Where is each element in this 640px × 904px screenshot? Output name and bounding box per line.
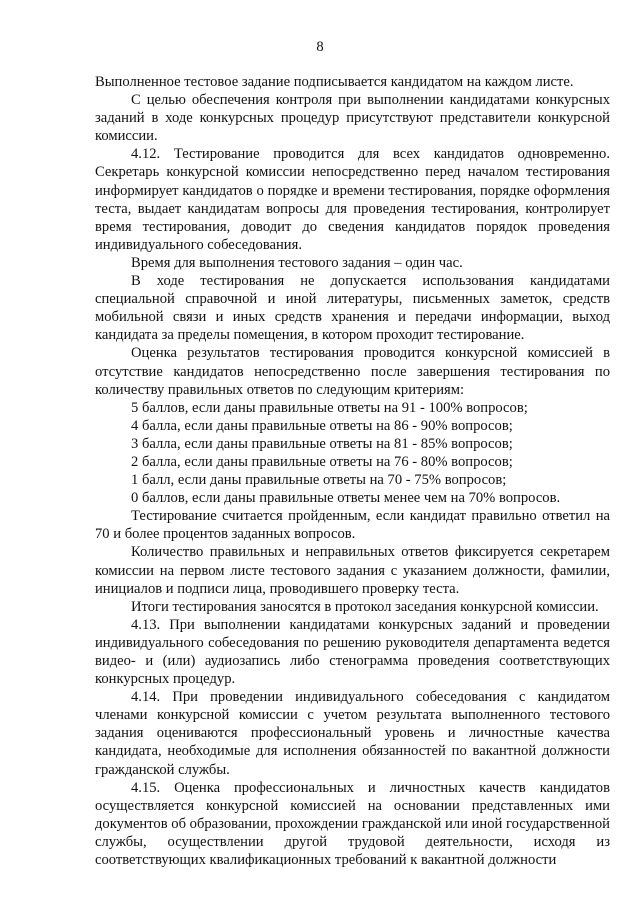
paragraph-section-4-15: 4.15. Оценка профессиональных и личностных качеств кандидатов осуществляется конкурсной комиссией на основании представленных ими документов об образовании, прохождении гражданской или иной государственной службы, осуществлении другой трудовой деятельности, исходя из соответствующих квалификационных требований к вакантной должности <box>95 779 610 869</box>
paragraph: С целью обеспечения контроля при выполнении кандидатами конкурсных заданий в ходе конкурсных процедур присутствуют представители конкурсной комиссии. <box>95 92 610 145</box>
paragraph: Количество правильных и неправильных ответов фиксируется секретарем комиссии на первом листе тестового задания с указанием должности, фамилии, инициалов и подписи лица, проводившего проверку теста. <box>95 544 610 597</box>
paragraph-section-4-13: 4.13. При выполнении кандидатами конкурсных заданий и проведении индивидуального собеседования по решению руководителя департамента ведется видео- и (или) аудиозапись либо стенограмма проведения соответствующих конкурсных процедур. <box>95 616 610 688</box>
document-body <box>95 73 610 869</box>
criteria-item: 1 балл, если даны правильные ответы на 70 - 75% вопросов; <box>131 472 507 489</box>
criteria-item: 3 балла, если даны правильные ответы на 81 - 85% вопросов; <box>131 435 513 452</box>
paragraph-section-4-12: 4.12. Тестирование проводится для всех кандидатов одновременно. Секретарь конкурсной комиссии непосредственно перед началом тестирования информирует кандидатов о порядке и времени тестирования, порядке оформления теста, выдает кандидатам вопросы для проведения тестирования, контролирует время тестирования, доводит до сведения кандидатов порядок проведения индивидуального собеседования. <box>95 146 610 253</box>
paragraph: Оценка результатов тестирования проводится конкурсной комиссией в отсутствие кандидатов непосредственно после завершения тестирования по количеству правильных ответов по следующим критериям: <box>95 345 610 398</box>
criteria-item: 5 баллов, если даны правильные ответы на 91 - 100% вопросов; <box>131 399 528 416</box>
criteria-item: 0 баллов, если даны правильные ответы менее чем на 70% вопросов. <box>131 490 561 507</box>
paragraph: Выполненное тестовое задание подписывается кандидатом на каждом листе. <box>95 74 574 90</box>
page-number: 8 <box>316 39 324 55</box>
paragraph-section-4-14: 4.14. При проведении индивидуального собеседования с кандидатом членами конкурсной комиссии с учетом результата выполненного тестового задания оцениваются профессиональный уровень и личностные качества кандидата, необходимые для исполнения обязанностей по вакантной должности гражданской службы. <box>95 689 610 778</box>
paragraph: Тестирование считается пройденным, если кандидат правильно ответил на 70 и более процентов заданных вопросов. <box>95 508 610 543</box>
paragraph: Итоги тестирования заносятся в протокол заседания конкурсной комиссии. <box>131 598 599 615</box>
criteria-list <box>95 399 610 508</box>
paragraph: В ходе тестирования не допускается использования кандидатами специальной справочной и иной литературы, письменных заметок, средств мобильной связи и иных средств хранения и передачи информации, выход кандидата за пределы помещения, в котором проходит тестирование. <box>95 273 610 344</box>
criteria-item: 2 балла, если даны правильные ответы на 76 - 80% вопросов; <box>131 453 513 470</box>
criteria-item: 4 балла, если даны правильные ответы на 86 - 90% вопросов; <box>131 417 513 434</box>
paragraph: Время для выполнения тестового задания – один час. <box>131 254 463 271</box>
